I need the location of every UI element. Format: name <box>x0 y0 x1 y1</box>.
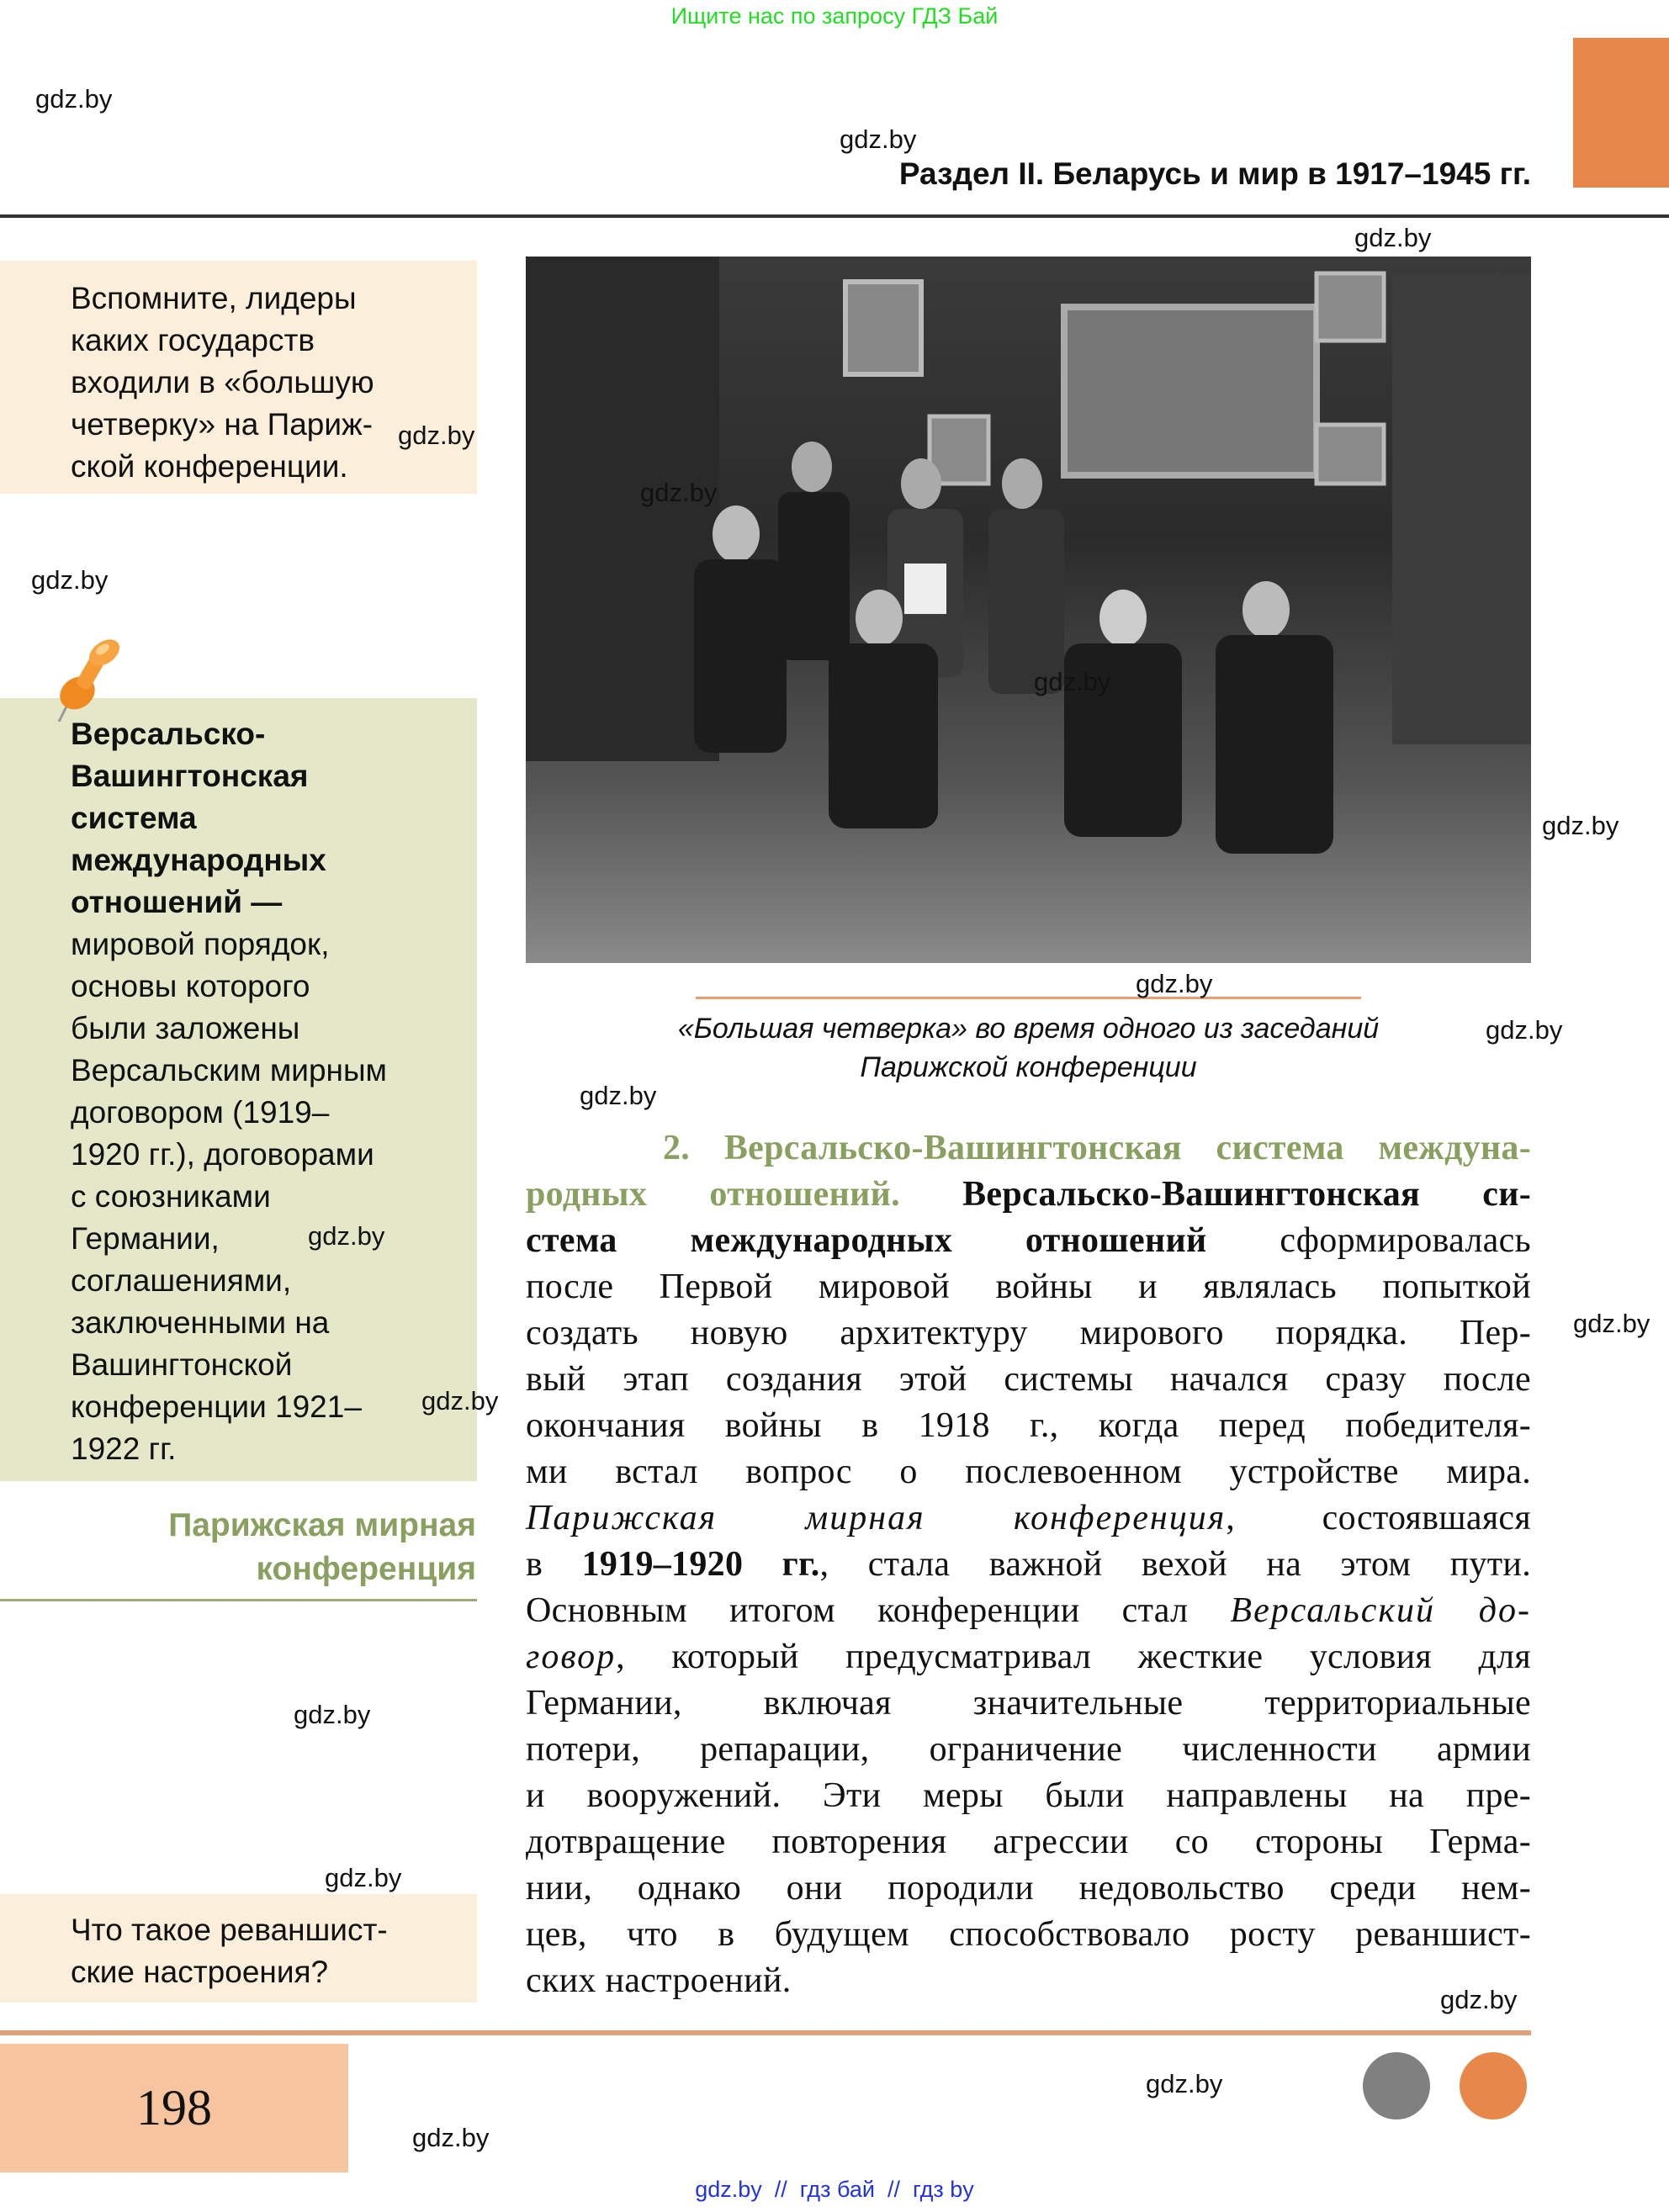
definition-term: Вашингтонская <box>71 759 309 793</box>
watermark: gdz.by <box>398 421 475 450</box>
caption-line: Парижской конференции <box>860 1051 1197 1083</box>
watermark: gdz.by <box>294 1700 371 1729</box>
watermark: gdz.by <box>325 1863 402 1892</box>
definition-line: заключенными на <box>71 1305 330 1340</box>
text-line <box>526 1403 1531 1449</box>
body-text <box>526 1125 1531 2004</box>
definition-term: система <box>71 801 197 835</box>
definition-line: 1920 гг.), договорами <box>71 1137 374 1172</box>
definition-line: мировой порядок, <box>71 927 330 961</box>
definition-line: с союзниками <box>71 1179 271 1214</box>
text-segment: , который предусматривал жесткие условия для <box>616 1638 1531 1676</box>
text-line <box>526 1125 1531 1172</box>
text-line <box>526 1218 1531 1264</box>
text-line <box>526 1542 1531 1588</box>
definition-line: конференции 1921– <box>71 1389 362 1424</box>
definition-box <box>0 698 477 1481</box>
pushpin-icon <box>52 632 128 725</box>
question-line: Вспомните, лидеры <box>71 281 357 315</box>
text-line <box>526 1495 1531 1542</box>
text-line <box>526 1727 1531 1773</box>
definition-term: отношений — <box>71 885 283 919</box>
definition-line: основы которого <box>71 969 310 1003</box>
question-line: четверку» на Париж- <box>71 407 374 442</box>
text-segment: Основным итогом конференции стал <box>526 1591 1231 1630</box>
watermark: gdz.by <box>308 1221 385 1251</box>
text-line <box>526 1912 1531 1958</box>
text-segment: , стала важной вехой на этом пути. <box>819 1545 1532 1584</box>
watermark: gdz.by <box>31 565 109 595</box>
definition-line: были заложены <box>71 1011 300 1045</box>
caption-line: «Большая четверка» во время одного из заседаний <box>677 1013 1380 1045</box>
text-line <box>526 1680 1531 1727</box>
text-segment: окончания войны в 1918 г., когда перед победителя- <box>526 1406 1531 1445</box>
text-segment: ми встал вопрос о послевоенном устройстве мира. <box>526 1453 1531 1491</box>
text-segment: нии, однако они породили недовольство среди нем- <box>526 1869 1531 1908</box>
question-box <box>0 261 477 494</box>
margin-divider <box>0 1599 477 1601</box>
chapter-tab <box>1573 38 1669 188</box>
text-line <box>526 1773 1531 1819</box>
watermark: gdz.by <box>1542 811 1619 840</box>
text-line <box>526 1819 1531 1865</box>
text-segment: , состоявшаяся <box>1226 1499 1531 1537</box>
text-line <box>526 1310 1531 1357</box>
watermark: gdz.by <box>1146 2069 1223 2098</box>
bold-term: 1919–1920 гг. <box>581 1545 820 1584</box>
text-line <box>526 1264 1531 1310</box>
watermark: gdz.by <box>1034 667 1111 696</box>
watermark: gdz.by <box>412 2123 490 2152</box>
bold-term: Версальско-Вашингтонская си- <box>962 1175 1531 1214</box>
question-line: ской конференции. <box>71 449 348 484</box>
definition-term: Версальско- <box>71 717 266 751</box>
section-title: Раздел II. Беларусь и мир в 1917–1945 гг. <box>898 156 1531 191</box>
text-segment: цев, что в будущем способствовало росту реваншист- <box>526 1915 1531 1954</box>
text-segment: потери, репарации, ограничение численности армии <box>526 1730 1531 1769</box>
footer-divider <box>0 2030 1531 2035</box>
text-line <box>526 1357 1531 1403</box>
text-line <box>526 1588 1531 1634</box>
text-segment: после Первой мировой войны и являлась попыткой <box>526 1267 1531 1306</box>
question-line: Что такое реваншист- <box>71 1913 388 1947</box>
gray-circle-marker <box>1363 2052 1430 2119</box>
text-line <box>526 1634 1531 1680</box>
watermark: gdz.by <box>580 1081 657 1110</box>
definition-line: Вашингтонской <box>71 1347 293 1382</box>
bold-term: стема международных отношений <box>526 1221 1280 1260</box>
photo-illustration <box>526 257 1531 963</box>
margin-heading-line: Парижская мирная <box>168 1507 476 1543</box>
question-box <box>0 1894 477 2003</box>
italic-term: говор <box>526 1638 617 1676</box>
watermark: gdz.by <box>1136 969 1213 998</box>
definition-line: соглашениями, <box>71 1263 292 1298</box>
watermark: gdz.by <box>840 124 917 154</box>
page-number: 198 <box>0 2044 348 2172</box>
text-line <box>526 1958 1531 2004</box>
text-line <box>526 1449 1531 1495</box>
photo-caption <box>526 1009 1531 1087</box>
watermark: gdz.by <box>1486 1015 1563 1045</box>
definition-line: договором (1919– <box>71 1095 330 1130</box>
watermark: gdz.by <box>1440 1985 1518 2014</box>
definition-line: 1922 гг. <box>71 1431 177 1466</box>
footer-links[interactable]: gdz.by // гдз бай // гдз by <box>695 2177 974 2202</box>
definition-term: международных <box>71 843 326 877</box>
text-segment: дотвращение повторения агрессии со стороны Герма- <box>526 1823 1531 1861</box>
section-heading: родных отношений. <box>526 1175 963 1214</box>
historical-photo <box>526 257 1531 963</box>
italic-term: Парижская мирная конференция <box>526 1499 1227 1537</box>
text-segment: Германии, включая значительные территориальные <box>526 1684 1531 1723</box>
watermark: gdz.by <box>1573 1309 1650 1338</box>
caption-divider <box>696 997 1361 999</box>
question-line: ские настроения? <box>71 1955 329 1989</box>
text-segment: и вооружений. Эти меры были направлены на пре- <box>526 1776 1531 1815</box>
text-line <box>526 1865 1531 1912</box>
watermark: gdz.by <box>421 1386 499 1416</box>
question-line: входили в «большую <box>71 365 374 400</box>
orange-circle-marker <box>1460 2052 1527 2119</box>
text-line <box>526 1172 1531 1218</box>
text-segment: сформировалась <box>1280 1221 1531 1260</box>
question-line: каких государств <box>71 323 315 357</box>
text-segment: ских настроений. <box>526 1961 792 2000</box>
text-segment: в <box>526 1545 582 1584</box>
italic-term: Версальский до- <box>1230 1591 1531 1630</box>
definition-line: Версальским мирным <box>71 1053 387 1087</box>
text-segment: вый этап создания этой системы начался сразу после <box>526 1360 1531 1399</box>
search-banner[interactable]: Ищите нас по запросу ГДЗ Бай <box>670 3 999 29</box>
watermark: gdz.by <box>1354 223 1432 252</box>
header-divider <box>0 214 1669 218</box>
section-heading: 2. Версальско-Вашингтонская система междуна- <box>526 1129 1531 1167</box>
margin-heading <box>168 1504 476 1591</box>
watermark: gdz.by <box>640 478 718 507</box>
watermark: gdz.by <box>35 84 113 114</box>
definition-line: Германии, <box>71 1221 220 1256</box>
text-segment: создать новую архитектуру мирового порядка. Пер- <box>526 1314 1531 1352</box>
margin-heading-line: конференция <box>256 1551 476 1587</box>
